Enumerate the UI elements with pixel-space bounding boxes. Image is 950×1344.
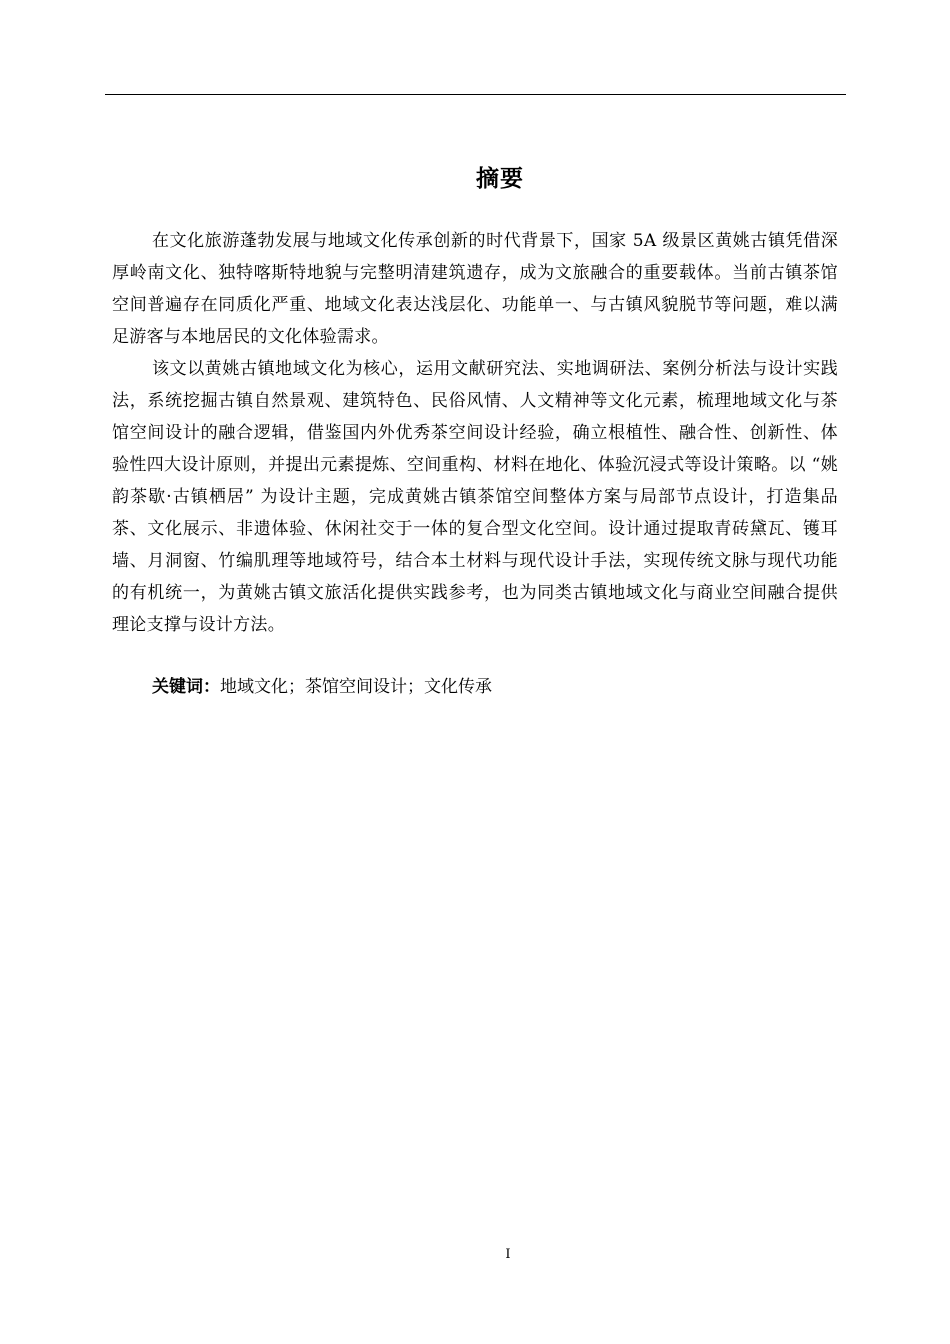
- header-rule: [105, 94, 846, 95]
- keywords-label: 关键词：: [152, 677, 220, 697]
- page-title: 摘要: [476, 166, 524, 192]
- abstract-paragraph-2: 该文以黄姚古镇地域文化为核心，运用文献研究法、实地调研法、案例分析法与设计实践法，系统挖掘古镇自然景观、建筑特色、民俗风情、人文精神等文化元素，梳理地域文化与茶馆空间设计的融合逻辑，借鉴国内外优秀茶空间设计经验，确立根植性、融合性、创新性、体验性四大设计原则，并提出元素提炼、空间重构、材料在地化、体验沉浸式等设计策略。以 “姚韵茶歇·古镇栖居” 为设计主题，完成黄姚古镇茶馆空间整体方案与局部节点设计，打造集品茶、文化展示、非遗体验、休闲社交于一体的复合型文化空间。设计通过提取青砖黛瓦、镬耳墙、月洞窗、竹编肌理等地域符号，结合本土材料与现代设计手法，实现传统文脉与现代功能的有机统一，为黄姚古镇文旅活化提供实践参考，也为同类古镇地域文化与商业空间融合提供理论支撑与设计方法。: [112, 359, 838, 635]
- abstract-body: [112, 225, 838, 641]
- keywords-line: [152, 672, 492, 702]
- abstract-paragraph-1: 在文化旅游蓬勃发展与地域文化传承创新的时代背景下，国家 5A 级景区黄姚古镇凭借深厚岭南文化、独特喀斯特地貌与完整明清建筑遗存，成为文旅融合的重要载体。当前古镇茶馆空间普遍存在同质化严重、地域文化表达浅层化、功能单一、与古镇风貌脱节等问题，难以满足游客与本地居民的文化体验需求。: [112, 231, 838, 347]
- page-number: I: [505, 1247, 511, 1262]
- keywords-text: 地域文化；茶馆空间设计；文化传承: [220, 677, 492, 697]
